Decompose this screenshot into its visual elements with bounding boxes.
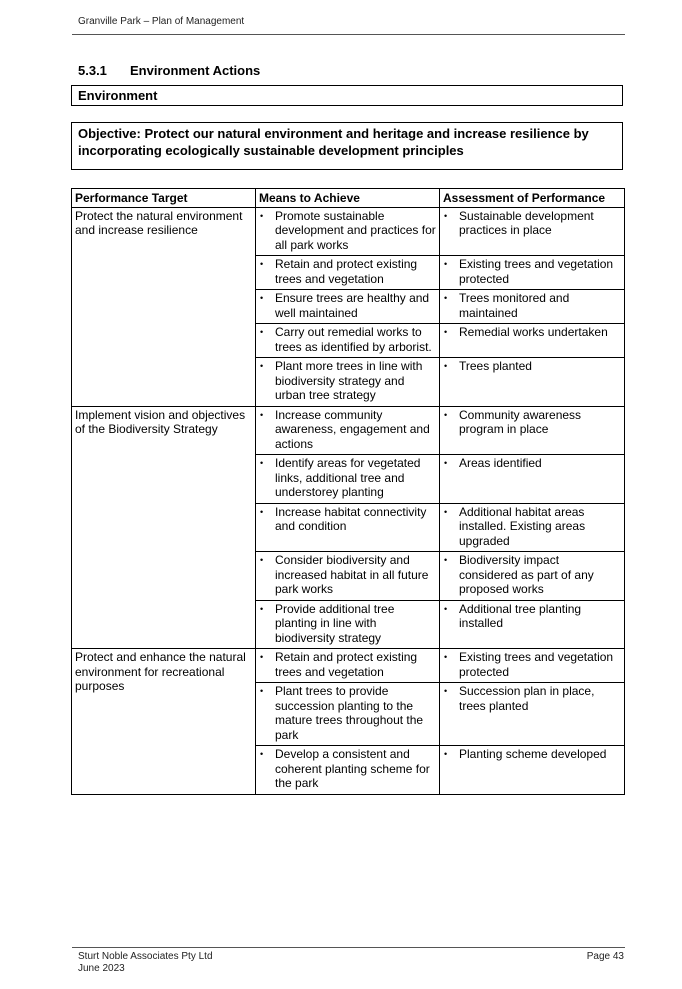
assessment-cell (440, 503, 625, 552)
assessment-cell (440, 207, 625, 256)
section-heading (78, 63, 260, 78)
bullet-marker: • (444, 603, 448, 614)
bullet-marker: • (444, 409, 448, 420)
bullet-marker: • (260, 361, 264, 371)
means-text: Carry out remedial works to trees as identified by arborist. (275, 325, 432, 354)
table-row (72, 649, 625, 683)
bullet-marker: • (260, 603, 264, 614)
footer-divider (72, 947, 625, 948)
assessment-text: Additional habitat areas installed. Existing areas upgraded (459, 504, 586, 548)
means-to-achieve-cell (256, 552, 440, 601)
means-to-achieve-cell (256, 649, 440, 683)
means-text: Provide additional tree planting in line with biodiversity strategy (275, 601, 395, 645)
bullet-marker: • (444, 506, 448, 517)
means-to-achieve-cell (256, 290, 440, 324)
means-to-achieve-cell (256, 683, 440, 746)
assessment-text: Planting scheme developed (459, 747, 607, 761)
page-number: Page 43 (586, 951, 624, 962)
performance-target-cell: Implement vision and objectives of the Biodiversity Strategy (72, 406, 256, 649)
bullet-marker: • (260, 259, 264, 269)
assessment-text: Biodiversity impact considered as part of any proposed works (459, 553, 594, 596)
table-row (72, 207, 625, 256)
assessment-cell (440, 324, 625, 358)
means-to-achieve-cell (256, 746, 440, 795)
bullet-marker: • (260, 210, 264, 221)
bullet-marker: • (260, 458, 264, 468)
footer-left (78, 951, 213, 975)
means-text: Increase community awareness, engagement and actions (275, 407, 430, 451)
assessment-cell (440, 746, 625, 795)
means-text: Plant more trees in line with biodiversity strategy and urban tree strategy (275, 359, 423, 402)
footer-company: Sturt Noble Associates Pty Ltd (78, 951, 213, 962)
means-text: Consider biodiversity and increased habitat in all future park works (275, 553, 429, 596)
environment-actions-table (71, 188, 625, 795)
bullet-marker: • (444, 652, 448, 662)
means-text: Plant trees to provide succession planting to the mature trees throughout the park (275, 684, 424, 742)
bullet-marker: • (260, 555, 264, 565)
bullet-marker: • (260, 327, 264, 337)
bullet-marker: • (260, 686, 264, 696)
assessment-text: Trees monitored and maintained (459, 291, 570, 320)
bullet-marker: • (444, 327, 448, 337)
header-divider (72, 34, 625, 35)
bullet-marker: • (444, 686, 448, 696)
table-header-row (72, 189, 625, 208)
assessment-cell (440, 455, 625, 504)
means-to-achieve-cell (256, 503, 440, 552)
performance-target-cell: Protect and enhance the natural environment for recreational purposes (72, 649, 256, 795)
means-text: Ensure trees are healthy and well maintained (275, 291, 430, 320)
means-text: Increase habitat connectivity and condition (275, 504, 427, 533)
footer-date: June 2023 (78, 963, 125, 974)
bullet-marker: • (444, 555, 448, 565)
bullet-marker: • (260, 652, 264, 662)
means-to-achieve-cell (256, 358, 440, 407)
assessment-text: Remedial works undertaken (459, 325, 608, 339)
assessment-cell (440, 290, 625, 324)
assessment-text: Trees planted (459, 359, 532, 373)
means-text: Identify areas for vegetated links, additional tree and understorey planting (275, 456, 421, 499)
bullet-marker: • (444, 458, 448, 468)
assessment-text: Existing trees and vegetation protected (459, 257, 614, 286)
objective-box: Objective: Protect our natural environment and heritage and increase resilience by incorporating ecologically sustainable development principles (71, 122, 623, 170)
section-title: Environment Actions (130, 63, 261, 78)
assessment-cell (440, 256, 625, 290)
assessment-text: Succession plan in place, trees planted (459, 684, 595, 713)
page-header: Granville Park – Plan of Management (78, 16, 245, 27)
bullet-marker: • (260, 409, 264, 420)
means-text: Develop a consistent and coherent planting scheme for the park (275, 747, 430, 790)
means-to-achieve-cell (256, 600, 440, 649)
means-text: Promote sustainable development and practices for all park works (275, 208, 436, 252)
assessment-cell (440, 600, 625, 649)
means-to-achieve-cell (256, 406, 440, 455)
means-to-achieve-cell (256, 207, 440, 256)
header-performance-target: Performance Target (72, 189, 256, 208)
bullet-marker: • (260, 749, 264, 759)
assessment-cell (440, 683, 625, 746)
table-row (72, 406, 625, 455)
bullet-marker: • (260, 506, 264, 517)
performance-target-cell: Protect the natural environment and increase resilience (72, 207, 256, 406)
means-to-achieve-cell (256, 324, 440, 358)
section-number: 5.3.1 (78, 63, 107, 78)
assessment-cell (440, 552, 625, 601)
bullet-marker: • (444, 210, 448, 221)
assessment-text: Areas identified (459, 456, 542, 470)
assessment-text: Community awareness program in place (459, 407, 582, 436)
means-text: Retain and protect existing trees and vegetation (275, 257, 418, 286)
bullet-marker: • (260, 293, 264, 303)
assessment-text: Sustainable development practices in place (459, 208, 594, 237)
header-means-to-achieve: Means to Achieve (256, 189, 440, 208)
bullet-marker: • (444, 293, 448, 303)
environment-label-box: Environment (71, 85, 623, 106)
assessment-cell (440, 358, 625, 407)
bullet-marker: • (444, 749, 448, 759)
means-to-achieve-cell (256, 455, 440, 504)
assessment-text: Existing trees and vegetation protected (459, 650, 614, 679)
bullet-marker: • (444, 361, 448, 371)
means-text: Retain and protect existing trees and vegetation (275, 650, 418, 679)
bullet-marker: • (444, 259, 448, 269)
assessment-text: Additional tree planting installed (459, 601, 582, 630)
assessment-cell (440, 406, 625, 455)
assessment-cell (440, 649, 625, 683)
header-assessment-of-performance: Assessment of Performance (440, 189, 625, 208)
means-to-achieve-cell (256, 256, 440, 290)
